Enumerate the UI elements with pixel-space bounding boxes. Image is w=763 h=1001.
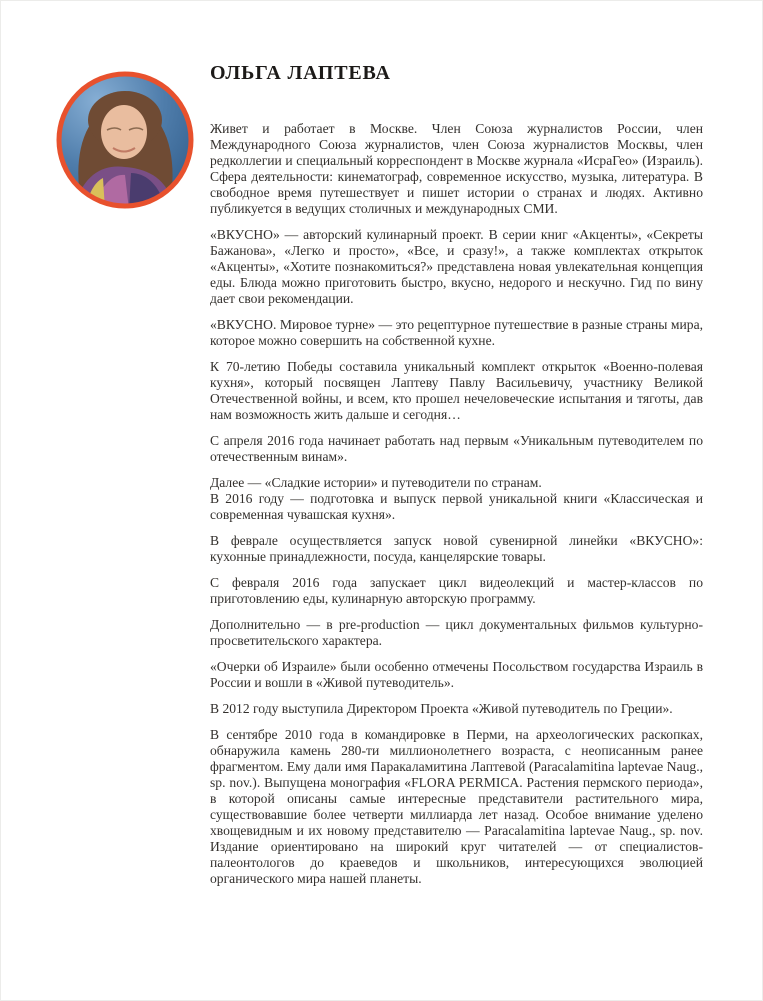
bio-paragraph: В 2012 году выступила Директором Проекта «Живой путеводитель по Греции».: [210, 701, 673, 716]
bio-paragraph: Дополнительно — в pre-production — цикл документальных фильмов культурно-просветительского характера.: [210, 617, 703, 648]
bio-paragraph: С февраля 2016 года запускает цикл видеолекций и мастер-классов по приготовлению еды, кулинарную авторскую программу.: [210, 575, 703, 606]
bio-paragraph: В феврале осуществляется запуск новой сувенирной линейки «ВКУСНО»: кухонные принадлежности, посуда, канцелярские товары.: [210, 533, 703, 564]
page-title: ОЛЬГА ЛАПТЕВА: [210, 62, 391, 84]
bio-paragraph: Далее — «Сладкие истории» и путеводители по странам.: [210, 475, 542, 490]
bio-paragraph: «ВКУСНО» — авторский кулинарный проект. В серии книг «Акценты», «Секреты Бажанова», «Легко и просто», «Все, и сразу!», а также комплектах открыток «Акценты», «Хотите познакомиться?» представлена новая увлекательная концепция еды. Блюда можно приготовить быстро, вкусно, недорого и нескучно. Гид по вину дает свои рекомендации.: [210, 227, 703, 306]
portrait-image: [55, 70, 195, 210]
bio-text: [210, 121, 703, 897]
author-photo: [55, 70, 195, 210]
bio-paragraph: В 2016 году — подготовка и выпуск первой уникальной книги «Классическая и современная чувашская кухня».: [210, 491, 703, 522]
bio-paragraph: К 70-летию Победы составила уникальный комплект открыток «Военно-полевая кухня», который посвящен Лаптеву Павлу Васильевичу, участнику Великой Отечественной войны, и всем, кто прошел нечеловеческие испытания и тяготы, дав нам возможность жить дальше и сегодня…: [210, 359, 703, 422]
bio-paragraph: «ВКУСНО. Мировое турне» — это рецептурное путешествие в разные страны мира, которое можно совершить на собственной кухне.: [210, 317, 703, 348]
bio-paragraph: «Очерки об Израиле» были особенно отмечены Посольством государства Израиль в России и вошли в «Живой путеводитель».: [210, 659, 703, 690]
bio-paragraph: С апреля 2016 года начинает работать над первым «Уникальным путеводителем по отечественным винам».: [210, 433, 703, 464]
bio-paragraph: В сентябре 2010 года в командировке в Перми, на археологических раскопках, обнаружила камень 280-ти миллионолетнего возраста, с неописанным ранее фрагментом. Ему дали имя Паракаламитина Лаптевой (Paracalamitina laptevae Naug., sp. nov.). Выпущена монография «FLORA PERMICA. Растения пермского периода», в которой описаны самые интересные представители растительного мира, существовавшие более четверти миллиарда лет назад. Особое внимание уделено хвощевидным и их новому представителю — Paracalamitina laptevae Naug., sp. nov. Издание ориентировано на широкий круг читателей — от специалистов-палеонтологов до краеведов и школьников, интересующихся эволюцией органического мира нашей планеты.: [210, 727, 703, 886]
bio-paragraph: Живет и работает в Москве. Член Союза журналистов России, член Международного Союза журналистов, член Союза журналистов Москвы, член редколлегии и специальный корреспондент в Москве журнала «ИсраГео» (Израиль). Сфера деятельности: кинематограф, современное искусство, музыка, литература. В свободное время путешествует и пишет истории о странах и людях. Активно публикуется в ведущих столичных и международных СМИ.: [210, 121, 703, 216]
